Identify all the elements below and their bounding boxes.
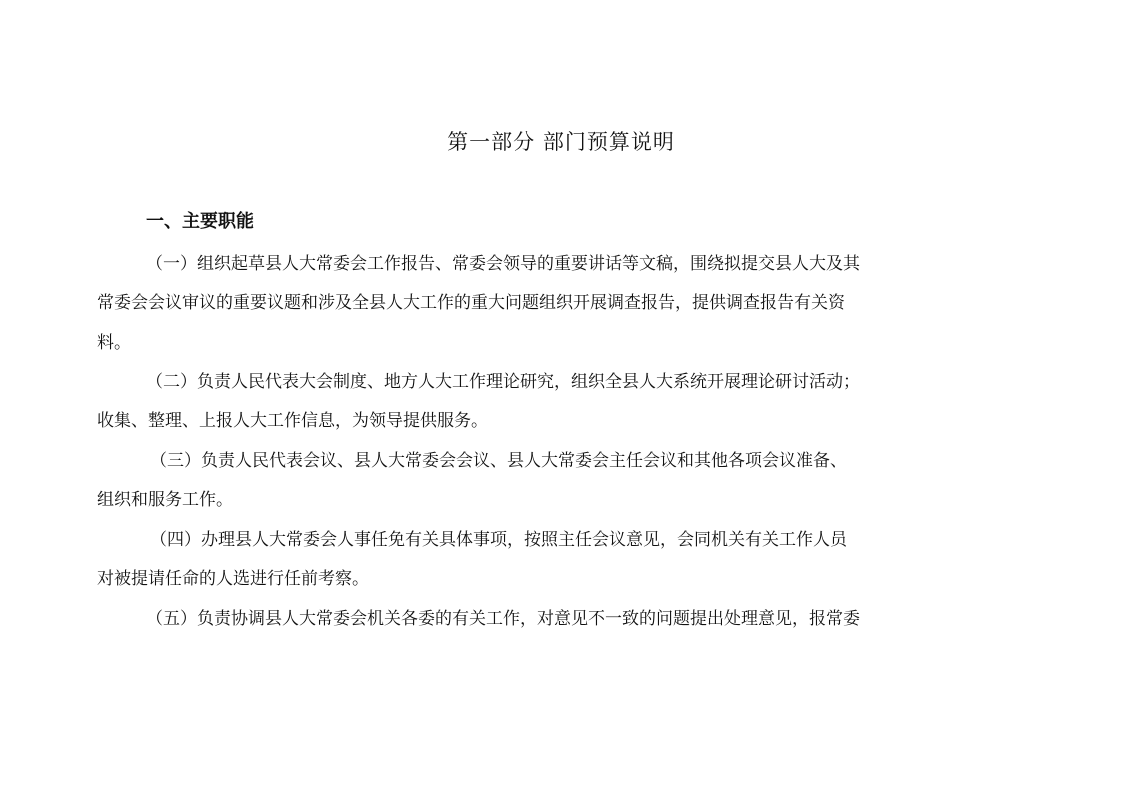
paragraph-line-8: （四）办理县人大常委会人事任免有关具体事项，按照主任会议意见，会同机关有关工作人员 xyxy=(150,530,847,550)
paragraph-line-1: （一）组织起草县人大常委会工作报告、常委会领导的重要讲话等文稿，围绕拟提交县人大及其 xyxy=(146,254,860,274)
paragraph-line-6: （三）负责人民代表会议、县人大常委会会议、县人大常委会主任会议和其他各项会议准备、 xyxy=(150,451,847,471)
paragraph-line-2: 常委会会议审议的重要议题和涉及全县人大工作的重大问题组织开展调查报告，提供调查报告有关资 xyxy=(97,293,845,313)
paragraph-line-4: （二）负责人民代表大会制度、地方人大工作理论研究，组织全县人大系统开展理论研讨活动； xyxy=(146,372,860,392)
paragraph-line-5: 收集、整理、上报人大工作信息，为领导提供服务。 xyxy=(97,411,488,431)
paragraph-line-10: （五）负责协调县人大常委会机关各委的有关工作，对意见不一致的问题提出处理意见，报常委 xyxy=(146,609,860,629)
section-heading: 一、主要职能 xyxy=(146,211,254,232)
paragraph-line-9: 对被提请任命的人选进行任前考察。 xyxy=(97,569,369,589)
paragraph-line-3: 料。 xyxy=(97,333,131,353)
paragraph-line-7: 组织和服务工作。 xyxy=(97,490,233,510)
page-title: 第一部分 部门预算说明 xyxy=(447,130,675,154)
